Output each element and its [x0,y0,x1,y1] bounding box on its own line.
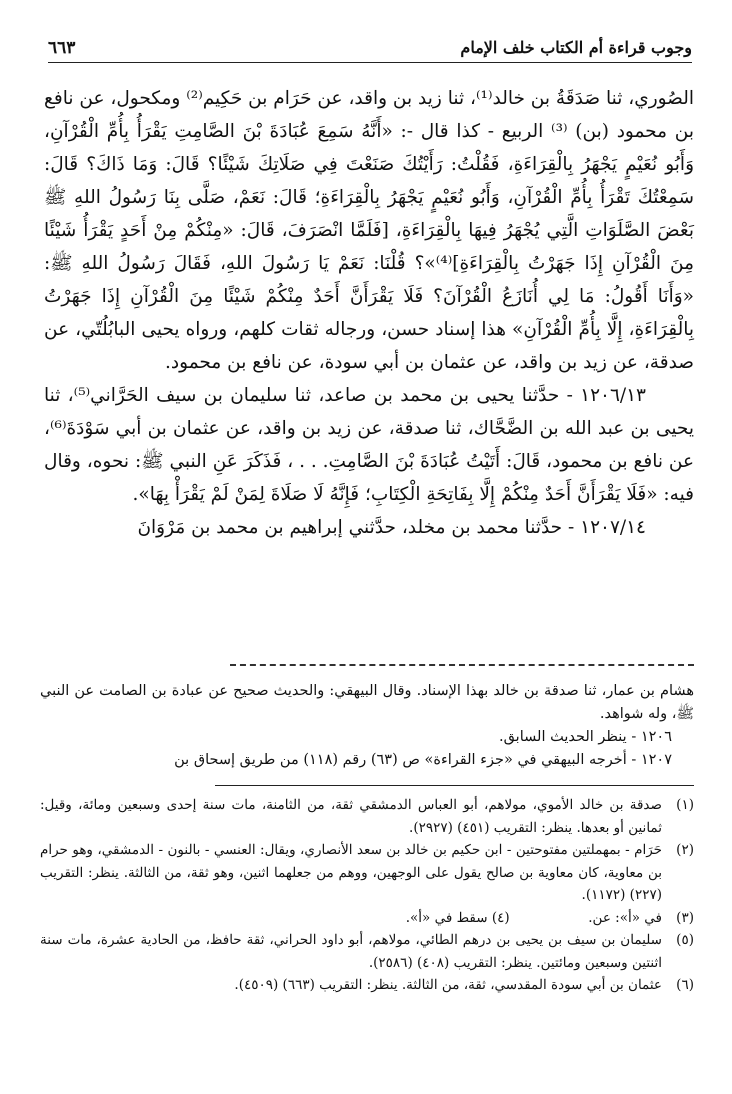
footnote-number: (٣) [676,909,694,926]
hadith-paragraph-1206: ١٢٠٦/١٣ - حدَّثنا يحيى بن محمد بن صاعد، ثنا سليمان بن سيف الحَرَّاني⁽⁵⁾، ثنا يحيى بن عبد الله بن الضَّحَّاك، ثنا صدقة، عن زيد بن واقد، عن عثمان بن أبي سَوْدَةَ⁽⁶⁾، عن نافع بن محمود، قَالَ: أَتَيْتُ عُبَادَةَ بْنَ الصَّامِتِ. . . ، فَذَكَرَ عَنِ النبي ﷺ: نحوه، وقال فيه: «فَلَا يَقْرَأَنَّ أَحَدٌ مِنْكُمْ إِلَّا بِفَاتِحَةِ الْكِتَابِ؛ فَإِنَّهُ لَا صَلَاةَ لِمَنْ لَمْ يَقْرَأْ بِهَا». [44,385,694,505]
takhrij-note: ١٢٠٦ - ينظر الحديث السابق. [498,729,672,745]
dashed-separator [230,664,694,666]
main-text [44,82,694,544]
hadith-paragraph-1205: الصُوري، ثنا صَدَقَةُ بن خالد⁽¹⁾، ثنا زيد بن واقد، عن حَرَام بن حَكِيم⁽²⁾ ومكحول، عن نافع بن محمود (بن) ⁽³⁾ الربيع - كذا قال -: «أَنَّهُ سَمِعَ عُبَادَةَ بْنَ الصَّامِتِ يَقْرَأُ بِأُمِّ الْقُرْآنِ، وَأَبُو نُعَيْمٍ يَجْهَرُ بِالْقِرَاءَةِ، فَقُلْتُ: رَأَيْتُكَ صَنَعْتَ فِي صَلَاتِكَ شَيْئًا؟ قَالَ: وَمَا ذَاكَ؟ قَالَ: سَمِعْتُكَ تَقْرَأُ بِأُمِّ الْقُرْآنِ، وَأَبُو نُعَيْمٍ يَجْهَرُ بِالْقِرَاءَةِ؛ قَالَ: نَعَمْ، صَلَّى بِنَا رَسُولُ اللهِ ﷺ بَعْضَ الصَّلَوَاتِ الَّتِي يُجْهَرُ فِيهَا بِالْقِرَاءَةِ، [فَلَمَّا انْصَرَفَ، قَالَ: «مِنْكُمْ مِنْ أَحَدٍ يَقْرَأُ شَيْئًا مِنَ الْقُرْآنِ إِذَا جَهَرْتُ بِالْقِرَاءَةِ]⁽⁴⁾»؟ قُلْنَا: نَعَمْ يَا رَسُولَ اللهِ، فَقَالَ رَسُولُ اللهِ ﷺ: «وَأَنَا أَقُولُ: مَا لِي أُنَازَعُ الْقُرْآنَ؟ فَلَا يَقْرَأَنَّ أَحَدٌ مِنْكُمْ شَيْئًا مِنَ الْقُرْآنِ إِذَا جَهَرْتُ بِالْقِرَاءَةِ، إِلَّا بِأُمِّ الْقُرْآنِ» هذا إسناد حسن، ورجاله ثقات كلهم، ورواه يحيى البابُلُتّي، عن صدقة، عن زيد بن واقد، عن عثمان بن أبي سودة، عن نافع بن محمود. [44,88,695,373]
footnote [40,907,694,930]
footnote-text: حَرَام - بمهملتين مفتوحتين - ابن حكيم بن خالد بن سعد الأنصاري، ويقال: العنسي - بالنون - الدمشقي، وهو حرام بن معاوية، كان معاوية بن صالح يقول على الوجهين، ووهم من جعلهما اثنين، وهو ثقة، من الثالثة. ينظر: التقريب (٢٢٧) (١١٧٢). [40,842,662,903]
footnote-number: (٦) [676,977,694,993]
footnotes [40,794,694,997]
takhrij-note: ١٢٠٧ - أخرجه البيهقي في «جزء القراءة» ص (٦٣) رقم (١١٨) من طريق إسحاق بن [174,752,672,768]
hadith-paragraph-1207: ١٢٠٧/١٤ - حدَّثنا محمد بن مخلد، حدَّثني إبراهيم بن محمد بن مَرْوَانَ [137,517,646,538]
footnote-text: عثمان بن أبي سودة المقدسي، ثقة، من الثالثة. ينظر: التقريب (٦٦٣) (٤٥٠٩). [234,977,662,993]
footnote-text: سليمان بن سيف بن يحيى بن درهم الطائي، مولاهم، أبو داود الحراني، ثقة حافظ، من الحادية عشرة، مات سنة اثنتين وسبعين ومائتين. ينظر: التقريب (٤٠٨) (٢٥٨٦). [40,932,662,971]
footnote-separator [215,785,694,786]
footnote-number: (١) [676,797,694,813]
chapter-title: وجوب قراءة أم الكتاب خلف الإمام [460,38,692,57]
footnote-text: (٤) سقط في «أ». [405,909,510,926]
footnote-number: (٢) [676,842,694,858]
takhrij-note: هشام بن عمار، ثنا صدقة بن خالد بهذا الإسناد. وقال البيهقي: والحديث صحيح عن عبادة بن الصامت عن النبي ﷺ، وله شواهد. [40,683,694,722]
footnote [40,794,694,839]
footnote [40,929,694,974]
footnote-number: (٥) [676,932,694,948]
takhrij-notes [40,680,694,772]
footnote-text: صدقة بن خالد الأموي، مولاهم، أبو العباس الدمشقي ثقة، من الثامنة، مات سنة إحدى وسبعين ومائة، وقيل: ثمانين أو بعدها. ينظر: التقريب (٤٥١) (٢٩٢٧). [40,797,662,836]
footnote-text: في «أ»: عن. [588,909,662,926]
running-header [48,38,692,63]
footnote [40,974,694,997]
footnote [40,839,694,907]
page-number: ٦٦٣ [48,38,76,58]
